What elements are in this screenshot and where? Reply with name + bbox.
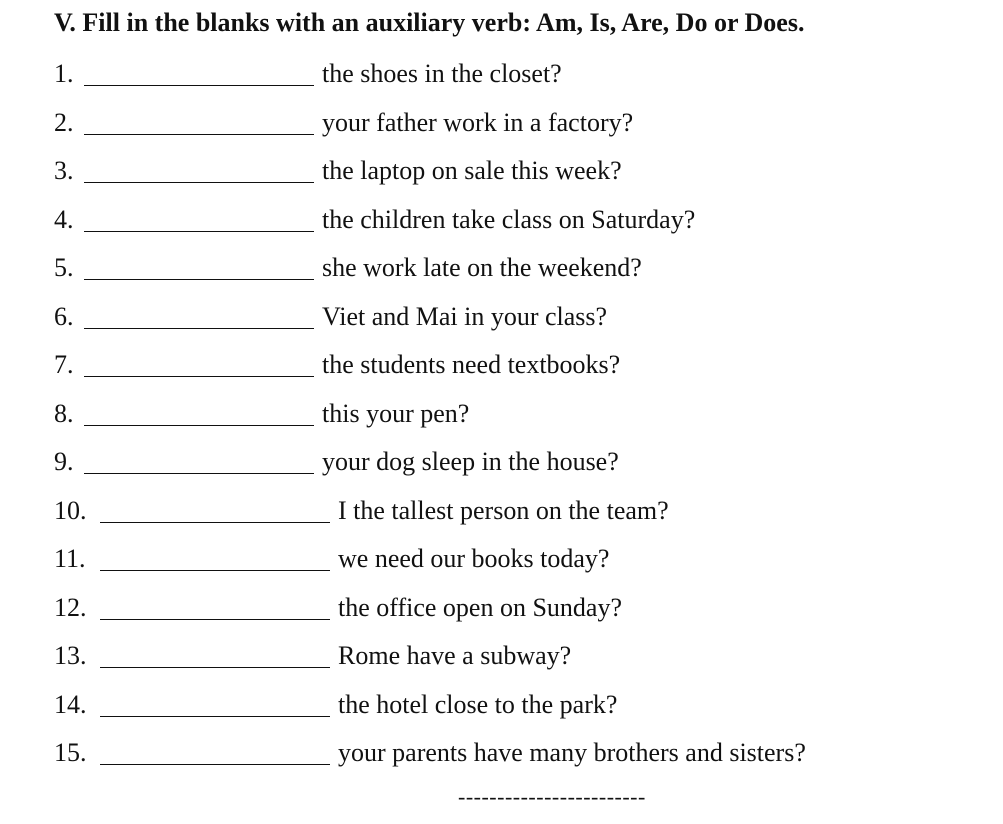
question-item-2	[0, 106, 1003, 155]
question-item-13	[0, 639, 1003, 688]
question-text: the office open on Sunday?	[338, 592, 622, 622]
question-number: 12.	[54, 592, 87, 622]
question-text: your father work in a factory?	[322, 107, 634, 137]
answer-blank[interactable]	[84, 134, 314, 135]
answer-blank[interactable]	[84, 182, 314, 183]
question-item-11	[0, 542, 1003, 591]
question-item-14	[0, 688, 1003, 737]
question-item-10	[0, 494, 1003, 543]
question-text: the students need textbooks?	[322, 350, 621, 379]
question-text: your dog sleep in the house?	[322, 447, 619, 476]
question-number: 7.	[54, 350, 74, 379]
answer-blank[interactable]	[100, 667, 330, 668]
question-item-12	[0, 591, 1003, 640]
exercise-title: V. Fill in the blanks with an auxiliary verb: Am, Is, Are, Do or Does.	[54, 8, 805, 37]
question-text: Viet and Mai in your class?	[322, 301, 608, 331]
question-item-6	[0, 300, 1003, 349]
question-number: 8.	[54, 398, 74, 428]
question-text: I the tallest person on the team?	[338, 495, 669, 525]
question-number: 11.	[54, 544, 86, 573]
question-number: 14.	[54, 689, 87, 719]
question-text: the laptop on sale this week?	[322, 156, 622, 185]
answer-blank[interactable]	[84, 425, 314, 426]
question-number: 1.	[54, 59, 74, 88]
question-number: 9.	[54, 447, 74, 476]
question-item-4	[0, 203, 1003, 252]
question-number: 10.	[54, 495, 87, 525]
question-list	[0, 57, 1003, 785]
question-text: she work late on the weekend?	[322, 253, 642, 282]
question-text: your parents have many brothers and sisters?	[338, 738, 806, 767]
answer-blank[interactable]	[100, 619, 330, 620]
question-number: 6.	[54, 301, 74, 331]
question-number: 15.	[54, 738, 87, 767]
question-item-9	[0, 445, 1003, 494]
question-item-7	[0, 348, 1003, 397]
question-item-5	[0, 251, 1003, 300]
question-number: 5.	[54, 253, 74, 282]
question-item-1	[0, 57, 1003, 106]
question-text: we need our books today?	[338, 544, 610, 573]
answer-blank[interactable]	[100, 716, 330, 717]
answer-blank[interactable]	[84, 376, 314, 377]
section-divider: ------------------------	[458, 784, 646, 809]
answer-blank[interactable]	[84, 328, 314, 329]
question-text: the shoes in the closet?	[322, 59, 562, 88]
question-text: the hotel close to the park?	[338, 689, 618, 719]
answer-blank[interactable]	[84, 473, 314, 474]
answer-blank[interactable]	[84, 279, 314, 280]
question-number: 3.	[54, 156, 74, 185]
question-item-8	[0, 397, 1003, 446]
question-number: 13.	[54, 641, 87, 670]
answer-blank[interactable]	[84, 85, 314, 86]
question-number: 4.	[54, 204, 74, 234]
question-text: the children take class on Saturday?	[322, 204, 696, 234]
question-number: 2.	[54, 107, 74, 137]
answer-blank[interactable]	[100, 570, 330, 571]
question-text: Rome have a subway?	[338, 641, 572, 670]
answer-blank[interactable]	[84, 231, 314, 232]
question-item-15	[0, 736, 1003, 785]
answer-blank[interactable]	[100, 764, 330, 765]
question-item-3	[0, 154, 1003, 203]
question-text: this your pen?	[322, 398, 470, 428]
answer-blank[interactable]	[100, 522, 330, 523]
